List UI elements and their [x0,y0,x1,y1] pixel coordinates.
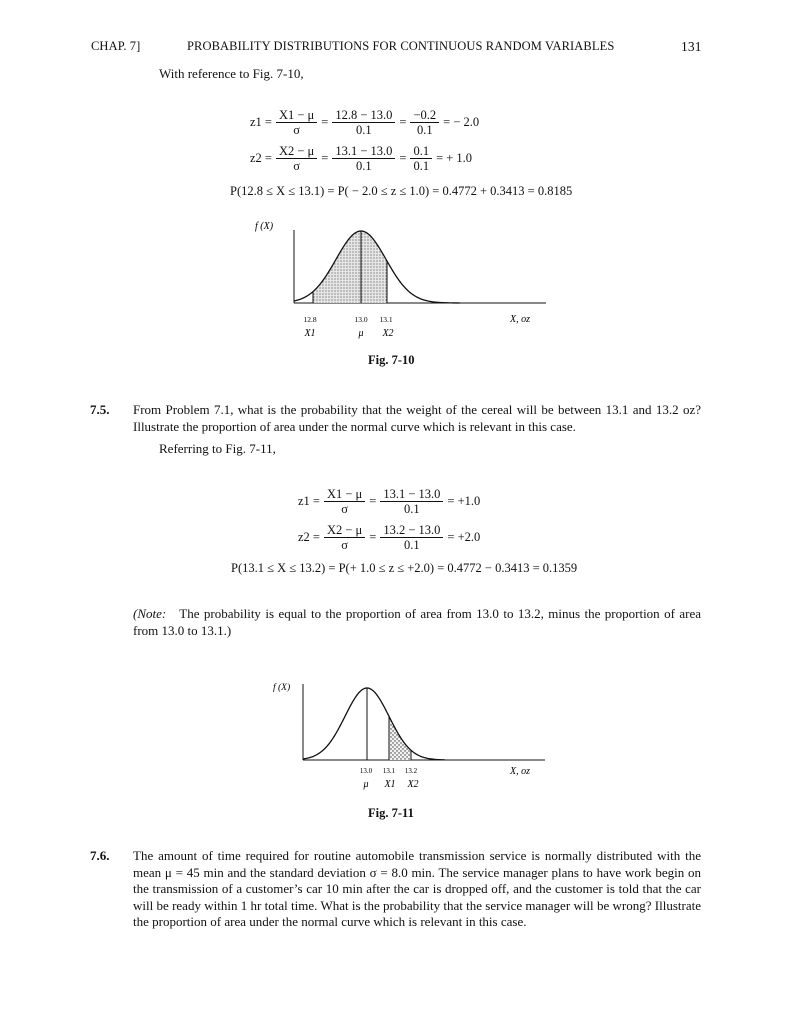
z2-fraction-1 [276,144,317,173]
p75-z1-fraction-1 [324,487,365,516]
fig11-tick-13-0: 13.0 [359,767,373,775]
z1-f3-den: 0.1 [416,123,433,137]
equals: = [369,494,377,508]
z2-lhs: z2 = [250,151,272,165]
p75-z1-f2-den: 0.1 [404,502,420,516]
fig10-tick-13-1: 13.1 [379,315,393,324]
fig11-symbol-x1: X1 [384,779,396,790]
p75-z2-f2-den: 0.1 [404,538,420,552]
problem-7-5-intro: Referring to Fig. 7-11, [159,441,276,456]
fig11-normal-curve [303,688,445,760]
p75-z2-f2-num: 13.2 − 13.0 [380,523,443,538]
z2-f3-den: 0.1 [413,159,430,173]
z2-f2-num: 13.1 − 13.0 [332,144,395,159]
fig10-symbol-x1: X1 [304,328,316,339]
z1-f2-num: 12.8 − 13.0 [332,108,395,123]
fig11-symbol-mu: μ [363,779,369,790]
z1-fraction-1 [276,108,317,137]
intro-text: With reference to Fig. 7-10, [159,66,304,81]
fig10-symbol-x2: X2 [382,328,394,339]
p75-z1-f1-num: X1 − μ [324,487,365,502]
p75-z1-fraction-2 [380,487,443,516]
z2-fraction-3 [410,144,432,173]
equals: = [399,115,407,129]
p75-z1-f1-den: σ [341,502,348,516]
equals: = [399,151,407,165]
fig11-symbol-x2: X2 [407,779,419,790]
probability-statement-1: P(12.8 ≤ X ≤ 13.1) = P( − 2.0 ≤ z ≤ 1.0) = 0.4772 + 0.3413 = 0.8185 [230,184,573,198]
z2-fraction-2 [332,144,395,173]
z1-f1-den: σ [293,123,300,137]
p75-z2-result: = +2.0 [447,530,481,544]
fig10-symbol-mu: μ [358,328,364,339]
z1-f2-den: 0.1 [356,123,372,137]
chapter-label: CHAP. 7] [91,39,141,53]
fig10-ylabel: f (X) [255,221,274,232]
z2-f1-num: X2 − μ [276,144,317,159]
p75-z2-f1-den: σ [341,538,348,552]
equals: = [321,115,329,129]
note-label: (Note: [133,606,167,621]
fig-7-11-chart [270,676,550,806]
p75-z1-lhs: z1 = [298,494,320,508]
running-title: PROBABILITY DISTRIBUTIONS FOR CONTINUOUS RANDOM VARIABLES [187,39,615,53]
p75-z2-lhs: z2 = [298,530,320,544]
problem-7-5-note [133,606,701,639]
fig11-xlabel: X, oz [510,766,530,777]
problem-7-5-text: From Problem 7.1, what is the probability that the weight of the cereal will be between 13.1 and 13.2 oz? Illustrate the proportion of area under the normal curve which is relevant in this case. [133,402,701,434]
problem-7-5-number: 7.5. [90,402,110,417]
p75-z1-equation [298,487,480,516]
z1-result: = − 2.0 [443,115,480,129]
fig-7-11-caption: Fig. 7-11 [368,806,414,820]
p75-z2-equation [298,523,480,552]
p75-z1-result: = +1.0 [447,494,481,508]
z1-f1-num: X1 − μ [276,108,317,123]
p75-z2-fraction-2 [380,523,443,552]
fig-7-10-chart [250,215,550,345]
z2-equation [250,144,472,173]
probability-statement-2: P(13.1 ≤ X ≤ 13.2) = P(+ 1.0 ≤ z ≤ +2.0) = 0.4772 − 0.3413 = 0.1359 [231,561,578,575]
z2-f1-den: σ [293,159,300,173]
equals: = [321,151,329,165]
z2-result: = + 1.0 [436,151,473,165]
fig10-tick-12-8: 12.8 [303,315,317,324]
p75-z2-f1-num: X2 − μ [324,523,365,538]
z2-f3-num: 0.1 [410,144,432,159]
p75-z2-fraction-1 [324,523,365,552]
z1-equation [250,108,479,137]
fig11-ylabel: f (X) [273,683,291,693]
z1-fraction-3 [410,108,439,137]
z1-f3-num: −0.2 [410,108,439,123]
fig10-tick-13-0: 13.0 [354,315,368,324]
problem-7-6-text: The amount of time required for routine automobile transmission service is normally distributed with the mean μ = 45 min and the standard deviation σ = 8.0 min. The service manager plans to have work begin on the transmission of a customer’s car 10 min after the car is dropped off, and the customer is told that the car will be ready within 1 hr total time. What is the probability that the service manager will be wrong? Illustrate the proportion of area under the normal curve which is relevant in this case. [133,848,701,929]
z1-lhs: z1 = [250,115,272,129]
equals: = [369,530,377,544]
p75-z1-f2-num: 13.1 − 13.0 [380,487,443,502]
z2-f2-den: 0.1 [356,159,372,173]
problem-7-6-number: 7.6. [90,848,110,863]
page-number: 131 [681,39,702,54]
fig11-tick-13-2: 13.2 [404,767,418,775]
fig10-xlabel: X, oz [510,314,530,325]
fig-7-10-caption: Fig. 7-10 [368,353,415,367]
z1-fraction-2 [332,108,395,137]
note-text: The probability is equal to the proportion of area from 13.0 to 13.2, minus the proportion of area from 13.0 to 13.1.) [133,606,701,638]
fig11-tick-13-1: 13.1 [382,767,396,775]
